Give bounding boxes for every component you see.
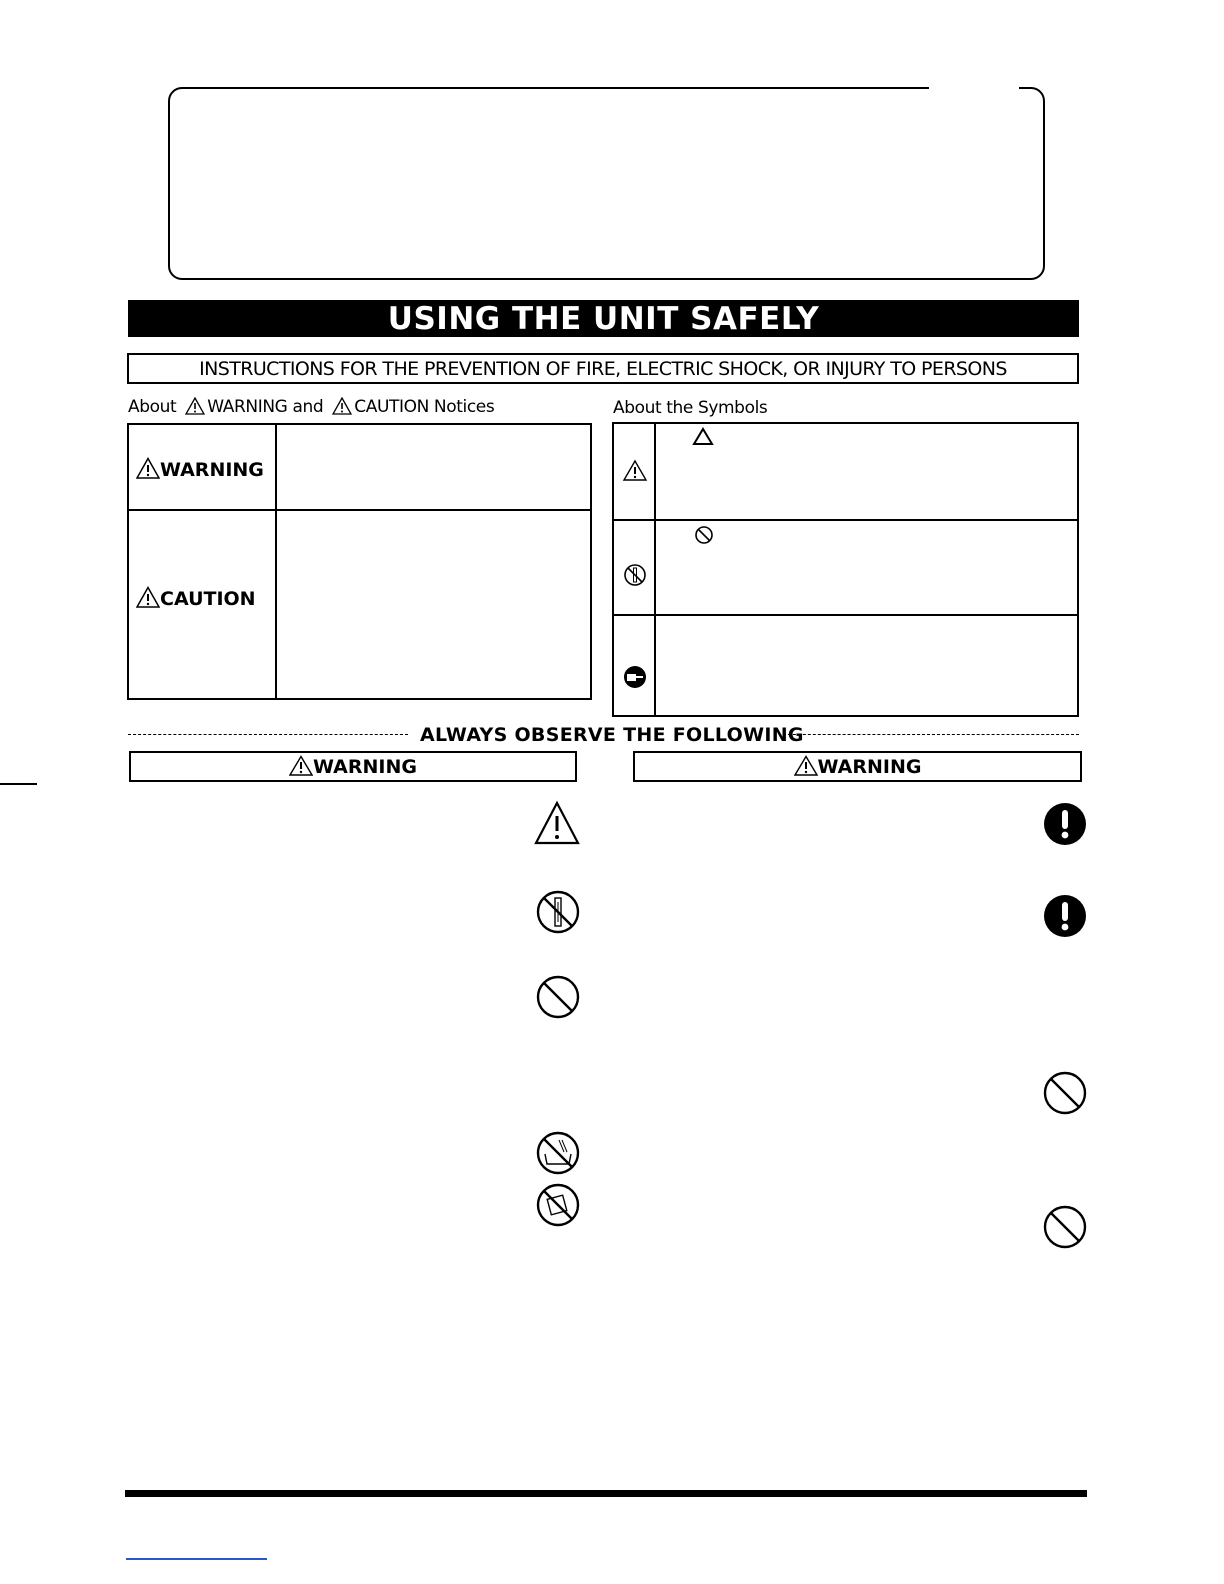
right-warning-text: WARNING [817, 756, 922, 778]
about-caution-word: CAUTION [354, 397, 429, 417]
about-notices-heading [128, 397, 494, 417]
no-drop-icon [535, 1182, 581, 1228]
prohibited-icon [1042, 1070, 1088, 1116]
no-water-icon [535, 1130, 581, 1176]
triangle-symbol-icon [692, 427, 714, 446]
warning-triangle-icon [289, 755, 313, 776]
warning-triangle-icon [794, 755, 818, 776]
margin-tick [0, 783, 37, 785]
mandatory-icon [1042, 801, 1088, 847]
warning-triangle-icon [185, 397, 205, 415]
mandatory-icon [1042, 893, 1088, 939]
caution-notice-label [136, 586, 256, 610]
symbols-table [612, 422, 1079, 717]
warning-notice-label [136, 457, 264, 481]
warning-label-text: WARNING [160, 459, 264, 481]
symbols-divider [654, 422, 656, 717]
divider-right [783, 734, 1079, 735]
warning-triangle-icon [136, 457, 160, 479]
symbols-row-divider [612, 519, 1079, 521]
warning-triangle-icon [622, 459, 648, 482]
page-title: USING THE UNIT SAFELY [128, 300, 1079, 337]
warning-triangle-icon [136, 586, 160, 608]
about-symbols-heading: About the Symbols [613, 398, 768, 418]
notice-frame-gap [929, 84, 1019, 92]
notices-row-divider [127, 509, 592, 511]
about-prefix: About [128, 397, 177, 417]
divider-left [128, 734, 408, 735]
warning-triangle-icon [332, 397, 352, 415]
footer-rule [125, 1490, 1087, 1497]
left-warning-text: WARNING [313, 756, 417, 778]
notice-frame [168, 87, 1045, 280]
prohibited-icon [535, 974, 581, 1020]
footer-link-underline[interactable] [126, 1558, 267, 1560]
symbols-row-divider [612, 614, 1079, 616]
instructions-bar: INSTRUCTIONS FOR THE PREVENTION OF FIRE, ELECTRIC SHOCK, OR INJURY TO PERSONS [127, 353, 1079, 384]
notices-divider [275, 423, 277, 700]
caution-label-text: CAUTION [160, 588, 256, 610]
right-warning-header [633, 751, 1082, 782]
no-disassemble-icon [623, 563, 647, 587]
no-disassemble-icon [535, 889, 581, 935]
always-observe-heading: ALWAYS OBSERVE THE FOLLOWING [420, 724, 804, 746]
prohibited-symbol-icon [694, 525, 714, 545]
unplug-icon [623, 665, 647, 689]
about-and: and [292, 397, 324, 417]
about-suffix: Notices [433, 397, 495, 417]
left-warning-header [129, 751, 577, 782]
warning-triangle-icon [533, 800, 581, 846]
about-warning-word: WARNING [207, 397, 288, 417]
prohibited-icon [1042, 1204, 1088, 1250]
